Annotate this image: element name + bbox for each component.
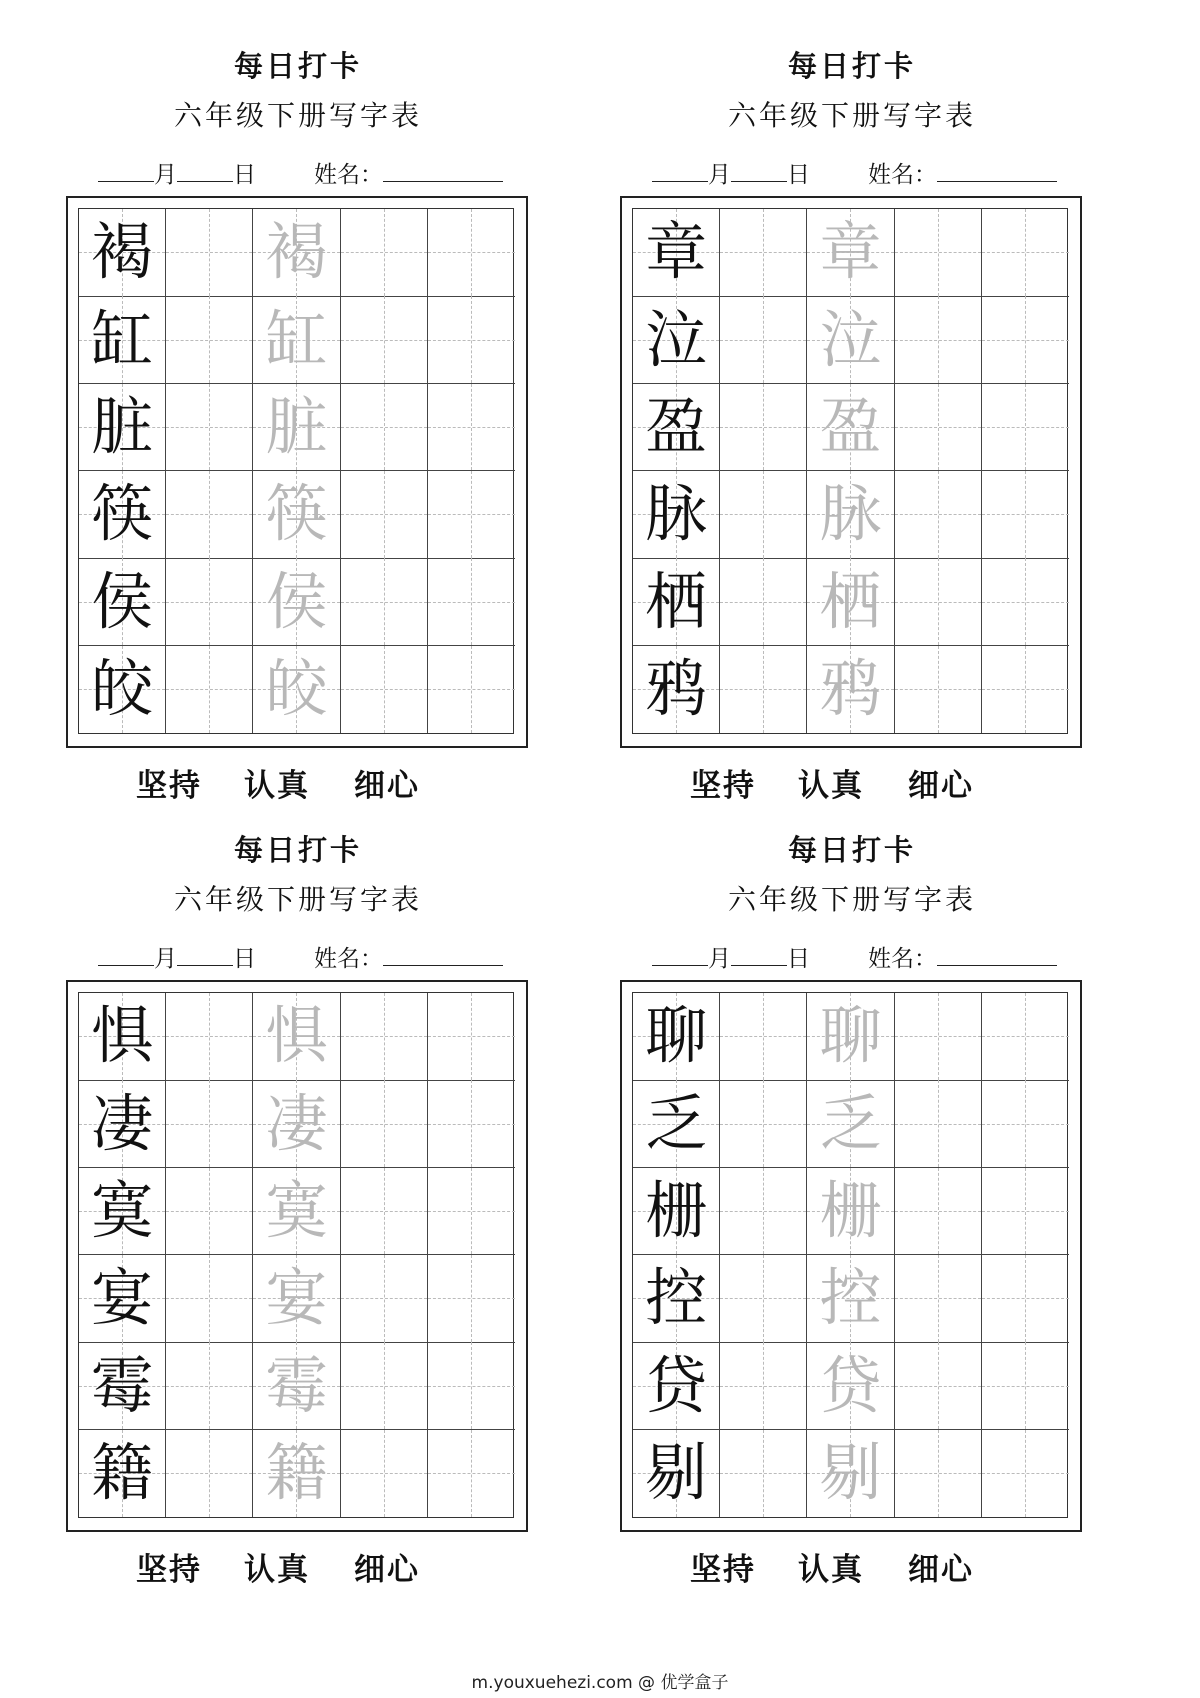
month-blank[interactable] — [652, 947, 708, 966]
practice-card — [66, 784, 530, 1588]
model-char-cell — [79, 1168, 166, 1256]
blank-practice-cell[interactable] — [428, 384, 515, 472]
trace-char: 栖 — [819, 564, 882, 638]
model-char-cell — [79, 1342, 166, 1430]
blank-practice-cell[interactable] — [166, 558, 253, 646]
trace-char: 栅 — [819, 1173, 882, 1247]
blank-practice-cell[interactable] — [720, 1168, 807, 1256]
trace-char-cell[interactable] — [807, 1168, 894, 1256]
trace-char: 泣 — [819, 302, 882, 376]
trace-char-cell[interactable] — [253, 646, 340, 734]
month-blank[interactable] — [652, 163, 708, 182]
blank-practice-cell[interactable] — [428, 1342, 515, 1430]
writing-grid-frame — [620, 196, 1082, 748]
name-label: 姓名： — [868, 946, 937, 972]
trace-char-cell[interactable] — [253, 993, 340, 1081]
grid-row — [79, 1430, 513, 1518]
blank-practice-cell[interactable] — [982, 209, 1069, 297]
motto-word: 认真 — [798, 1552, 864, 1588]
blank-practice-cell[interactable] — [895, 1080, 982, 1168]
trace-char-cell[interactable] — [253, 1430, 340, 1518]
card-title: 每日打卡 — [787, 49, 916, 83]
trace-char-cell[interactable] — [253, 1342, 340, 1430]
blank-practice-cell[interactable] — [982, 993, 1069, 1081]
name-label: 姓名： — [868, 162, 937, 188]
model-char-cell — [79, 471, 166, 559]
blank-practice-cell[interactable] — [895, 471, 982, 559]
blank-practice-cell[interactable] — [982, 1168, 1069, 1256]
grid-row — [79, 1342, 513, 1430]
blank-practice-cell[interactable] — [982, 1430, 1069, 1518]
blank-practice-cell[interactable] — [341, 384, 428, 472]
blank-practice-cell[interactable] — [166, 1255, 253, 1343]
blank-practice-cell[interactable] — [895, 1255, 982, 1343]
blank-practice-cell[interactable] — [341, 1255, 428, 1343]
trace-char-cell[interactable] — [807, 1255, 894, 1343]
name-label: 姓名： — [314, 162, 383, 188]
grid-row — [79, 471, 513, 559]
trace-char: 聊 — [819, 999, 882, 1073]
grid-row — [633, 646, 1067, 734]
blank-practice-cell[interactable] — [428, 558, 515, 646]
trace-char-cell[interactable] — [253, 1168, 340, 1256]
grid-row — [79, 209, 513, 297]
model-char-cell — [79, 558, 166, 646]
grid-row — [79, 646, 513, 734]
trace-char: 鸦 — [819, 652, 882, 726]
blank-practice-cell[interactable] — [428, 1080, 515, 1168]
model-char: 乏 — [645, 1086, 708, 1160]
grid-row — [633, 1080, 1067, 1168]
grid-row — [79, 296, 513, 384]
model-char: 盈 — [645, 389, 708, 463]
blank-practice-cell[interactable] — [720, 471, 807, 559]
blank-practice-cell[interactable] — [428, 1255, 515, 1343]
date-name-line — [652, 940, 1057, 973]
model-char: 惧 — [91, 999, 154, 1073]
trace-char-cell[interactable] — [253, 1255, 340, 1343]
trace-char: 寞 — [265, 1173, 328, 1247]
model-char-cell — [633, 558, 720, 646]
trace-char-cell[interactable] — [807, 1430, 894, 1518]
trace-char: 籍 — [265, 1436, 328, 1510]
trace-char: 筷 — [265, 477, 328, 551]
practice-card — [620, 784, 1084, 1588]
blank-practice-cell[interactable] — [720, 1342, 807, 1430]
model-char: 寞 — [91, 1173, 154, 1247]
blank-practice-cell[interactable] — [895, 384, 982, 472]
motto-word: 坚持 — [690, 1552, 756, 1588]
model-char: 脉 — [645, 477, 708, 551]
model-char: 霉 — [91, 1348, 154, 1422]
model-char-cell — [633, 993, 720, 1081]
blank-practice-cell[interactable] — [720, 993, 807, 1081]
blank-practice-cell[interactable] — [341, 1168, 428, 1256]
model-char-cell — [633, 384, 720, 472]
trace-char-cell[interactable] — [253, 471, 340, 559]
motto-word: 细心 — [908, 768, 974, 804]
model-char: 脏 — [91, 389, 154, 463]
practice-card — [620, 0, 1084, 804]
blank-practice-cell[interactable] — [166, 296, 253, 384]
model-char-cell — [79, 296, 166, 384]
month-blank[interactable] — [98, 163, 154, 182]
trace-char-cell[interactable] — [253, 558, 340, 646]
blank-practice-cell[interactable] — [166, 384, 253, 472]
model-char: 贷 — [645, 1348, 708, 1422]
blank-practice-cell[interactable] — [895, 558, 982, 646]
blank-practice-cell[interactable] — [166, 1080, 253, 1168]
motto-word: 认真 — [798, 768, 864, 804]
writing-grid — [632, 208, 1068, 734]
model-char: 凄 — [91, 1086, 154, 1160]
blank-practice-cell[interactable] — [341, 993, 428, 1081]
card-title: 每日打卡 — [787, 833, 916, 867]
model-char-cell — [79, 646, 166, 734]
day-label: 日 — [787, 946, 810, 972]
blank-practice-cell[interactable] — [720, 296, 807, 384]
blank-practice-cell[interactable] — [720, 1430, 807, 1518]
writing-grid — [632, 992, 1068, 1518]
model-char-cell — [79, 1255, 166, 1343]
blank-practice-cell[interactable] — [720, 558, 807, 646]
model-char: 皎 — [91, 652, 154, 726]
trace-char: 凄 — [265, 1086, 328, 1160]
blank-practice-cell[interactable] — [341, 471, 428, 559]
blank-practice-cell[interactable] — [720, 1080, 807, 1168]
blank-practice-cell[interactable] — [982, 1342, 1069, 1430]
model-char-cell — [79, 1080, 166, 1168]
card-title: 每日打卡 — [233, 833, 362, 867]
model-char-cell — [79, 993, 166, 1081]
blank-practice-cell[interactable] — [895, 993, 982, 1081]
blank-practice-cell[interactable] — [428, 646, 515, 734]
trace-char-cell[interactable] — [253, 1080, 340, 1168]
motto-word: 坚持 — [136, 1552, 202, 1588]
writing-grid-frame — [66, 980, 528, 1532]
blank-practice-cell[interactable] — [720, 646, 807, 734]
trace-char: 盈 — [819, 389, 882, 463]
trace-char: 惧 — [265, 999, 328, 1073]
date-name-line — [98, 940, 503, 973]
month-label: 月 — [154, 946, 177, 972]
blank-practice-cell[interactable] — [341, 646, 428, 734]
trace-char: 脉 — [819, 477, 882, 551]
blank-practice-cell[interactable] — [428, 296, 515, 384]
model-char-cell — [633, 471, 720, 559]
grid-row — [79, 993, 513, 1081]
trace-char-cell[interactable] — [807, 1080, 894, 1168]
blank-practice-cell[interactable] — [166, 646, 253, 734]
writing-grid-frame — [620, 980, 1082, 1532]
grid-row — [633, 384, 1067, 472]
grid-row — [633, 1430, 1067, 1518]
blank-practice-cell[interactable] — [982, 296, 1069, 384]
day-label: 日 — [787, 162, 810, 188]
trace-char-cell[interactable] — [807, 209, 894, 297]
grid-row — [79, 1080, 513, 1168]
blank-practice-cell[interactable] — [166, 1168, 253, 1256]
model-char-cell — [633, 1342, 720, 1430]
trace-char: 皎 — [265, 652, 328, 726]
model-char: 栅 — [645, 1173, 708, 1247]
trace-char: 宴 — [265, 1261, 328, 1335]
grid-row — [633, 558, 1067, 646]
model-char-cell — [633, 296, 720, 384]
blank-practice-cell[interactable] — [341, 1430, 428, 1518]
grid-row — [633, 471, 1067, 559]
motto-word: 认真 — [244, 1552, 310, 1588]
motto-word: 细心 — [908, 1552, 974, 1588]
blank-practice-cell[interactable] — [982, 1080, 1069, 1168]
blank-practice-cell[interactable] — [982, 384, 1069, 472]
model-char: 侯 — [91, 564, 154, 638]
date-name-line — [98, 156, 503, 189]
trace-char-cell[interactable] — [253, 209, 340, 297]
model-char-cell — [79, 384, 166, 472]
blank-practice-cell[interactable] — [428, 1168, 515, 1256]
model-char-cell — [633, 1168, 720, 1256]
motto-word: 坚持 — [136, 768, 202, 804]
motto-word: 坚持 — [690, 768, 756, 804]
blank-practice-cell[interactable] — [166, 471, 253, 559]
blank-practice-cell[interactable] — [895, 296, 982, 384]
model-char-cell — [633, 1430, 720, 1518]
motto-word: 认真 — [244, 768, 310, 804]
model-char: 章 — [645, 215, 708, 289]
model-char-cell — [79, 209, 166, 297]
blank-practice-cell[interactable] — [166, 993, 253, 1081]
trace-char: 缸 — [265, 302, 328, 376]
blank-practice-cell[interactable] — [720, 1255, 807, 1343]
trace-char: 章 — [819, 215, 882, 289]
grid-row — [633, 993, 1067, 1081]
motto-word: 细心 — [354, 1552, 420, 1588]
month-label: 月 — [154, 162, 177, 188]
blank-practice-cell[interactable] — [720, 384, 807, 472]
trace-char: 贷 — [819, 1348, 882, 1422]
trace-char-cell[interactable] — [807, 558, 894, 646]
blank-practice-cell[interactable] — [895, 1342, 982, 1430]
trace-char-cell[interactable] — [807, 384, 894, 472]
blank-practice-cell[interactable] — [428, 471, 515, 559]
blank-practice-cell[interactable] — [720, 209, 807, 297]
day-label: 日 — [233, 162, 256, 188]
name-blank[interactable] — [383, 947, 503, 966]
motto-word: 细心 — [354, 768, 420, 804]
blank-practice-cell[interactable] — [982, 1255, 1069, 1343]
model-char: 聊 — [645, 999, 708, 1073]
model-char-cell — [633, 1080, 720, 1168]
blank-practice-cell[interactable] — [895, 1430, 982, 1518]
name-blank[interactable] — [937, 947, 1057, 966]
blank-practice-cell[interactable] — [982, 558, 1069, 646]
card-subtitle: 六年级下册写字表 — [173, 99, 422, 132]
trace-char-cell[interactable] — [253, 296, 340, 384]
blank-practice-cell[interactable] — [982, 471, 1069, 559]
name-blank[interactable] — [383, 163, 503, 182]
model-char-cell — [79, 1430, 166, 1518]
blank-practice-cell[interactable] — [341, 558, 428, 646]
grid-row — [79, 384, 513, 472]
card-subtitle: 六年级下册写字表 — [173, 883, 422, 916]
model-char: 筷 — [91, 477, 154, 551]
blank-practice-cell[interactable] — [341, 1080, 428, 1168]
trace-char-cell[interactable] — [807, 993, 894, 1081]
grid-row — [633, 1168, 1067, 1256]
blank-practice-cell[interactable] — [982, 646, 1069, 734]
model-char: 鸦 — [645, 652, 708, 726]
month-label: 月 — [708, 946, 731, 972]
model-char: 缸 — [91, 302, 154, 376]
blank-practice-cell[interactable] — [428, 209, 515, 297]
trace-char-cell[interactable] — [253, 384, 340, 472]
grid-row — [79, 558, 513, 646]
model-char-cell — [633, 646, 720, 734]
model-char: 宴 — [91, 1261, 154, 1335]
practice-card — [66, 0, 530, 804]
trace-char: 侯 — [265, 564, 328, 638]
blank-practice-cell[interactable] — [166, 209, 253, 297]
model-char: 剔 — [645, 1436, 708, 1510]
card-subtitle: 六年级下册写字表 — [727, 99, 976, 132]
grid-row — [633, 1342, 1067, 1430]
grid-row — [79, 1168, 513, 1256]
blank-practice-cell[interactable] — [341, 296, 428, 384]
grid-row — [633, 296, 1067, 384]
blank-practice-cell[interactable] — [341, 209, 428, 297]
trace-char: 霉 — [265, 1348, 328, 1422]
card-subtitle: 六年级下册写字表 — [727, 883, 976, 916]
model-char: 籍 — [91, 1436, 154, 1510]
trace-char-cell[interactable] — [807, 1342, 894, 1430]
trace-char: 控 — [819, 1261, 882, 1335]
trace-char: 脏 — [265, 389, 328, 463]
date-name-line — [652, 156, 1057, 189]
day-blank[interactable] — [177, 163, 233, 182]
model-char-cell — [633, 209, 720, 297]
trace-char-cell[interactable] — [807, 471, 894, 559]
name-label: 姓名： — [314, 946, 383, 972]
trace-char: 剔 — [819, 1436, 882, 1510]
writing-grid — [78, 992, 514, 1518]
blank-practice-cell[interactable] — [166, 1430, 253, 1518]
month-label: 月 — [708, 162, 731, 188]
blank-practice-cell[interactable] — [428, 1430, 515, 1518]
month-blank[interactable] — [98, 947, 154, 966]
trace-char: 褐 — [265, 215, 328, 289]
grid-row — [633, 1255, 1067, 1343]
model-char: 栖 — [645, 564, 708, 638]
model-char: 泣 — [645, 302, 708, 376]
name-blank[interactable] — [937, 163, 1057, 182]
writing-grid-frame — [66, 196, 528, 748]
day-blank[interactable] — [731, 947, 787, 966]
blank-practice-cell[interactable] — [428, 993, 515, 1081]
trace-char-cell[interactable] — [807, 296, 894, 384]
blank-practice-cell[interactable] — [341, 1342, 428, 1430]
grid-row — [633, 209, 1067, 297]
day-blank[interactable] — [177, 947, 233, 966]
model-char: 控 — [645, 1261, 708, 1335]
day-blank[interactable] — [731, 163, 787, 182]
model-char-cell — [633, 1255, 720, 1343]
blank-practice-cell[interactable] — [895, 209, 982, 297]
day-label: 日 — [233, 946, 256, 972]
footer-watermark: m.youxuehezi.com @ 优学盒子 — [471, 1673, 729, 1693]
writing-grid — [78, 208, 514, 734]
blank-practice-cell[interactable] — [895, 646, 982, 734]
trace-char: 乏 — [819, 1086, 882, 1160]
model-char: 褐 — [91, 215, 154, 289]
grid-row — [79, 1255, 513, 1343]
blank-practice-cell[interactable] — [895, 1168, 982, 1256]
trace-char-cell[interactable] — [807, 646, 894, 734]
card-title: 每日打卡 — [233, 49, 362, 83]
blank-practice-cell[interactable] — [166, 1342, 253, 1430]
